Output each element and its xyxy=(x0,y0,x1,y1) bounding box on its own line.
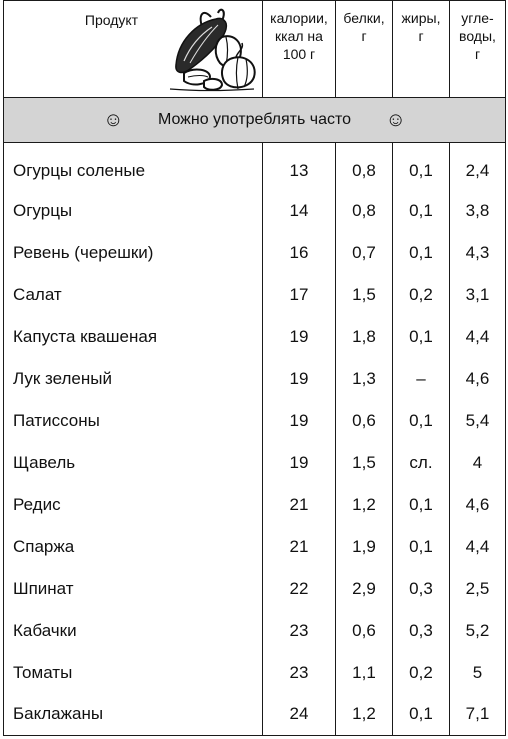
table-row xyxy=(4,484,506,526)
product-name-cell: Патиссоны xyxy=(4,400,263,442)
calories-cell: 24 xyxy=(263,694,336,736)
carbs-cell: 3,8 xyxy=(450,190,506,232)
calories-cell: 16 xyxy=(263,232,336,274)
fat-header-line-1: жиры, xyxy=(401,10,441,26)
calories-cell: 23 xyxy=(263,652,336,694)
carbs-cell: 4,4 xyxy=(450,316,506,358)
carbs-cell: 7,1 xyxy=(450,694,506,736)
fat-cell: 0,1 xyxy=(393,526,450,568)
carbs-cell: 5,2 xyxy=(450,610,506,652)
calories-cell: 19 xyxy=(263,316,336,358)
carbs-header-line-1: угле- xyxy=(461,10,494,26)
product-column-header xyxy=(4,1,263,98)
table-row xyxy=(4,400,506,442)
carbs-cell: 4,4 xyxy=(450,526,506,568)
calories-cell: 21 xyxy=(263,484,336,526)
section-row xyxy=(4,98,506,143)
calories-header-line-1: калории, xyxy=(270,10,328,26)
fat-cell: 0,3 xyxy=(393,568,450,610)
carbs-header-line-3: г xyxy=(474,46,481,62)
fat-cell: 0,1 xyxy=(393,484,450,526)
product-name-cell: Щавель xyxy=(4,442,263,484)
product-name-cell: Томаты xyxy=(4,652,263,694)
fat-cell: 0,1 xyxy=(393,190,450,232)
fat-column-header xyxy=(393,1,450,98)
protein-cell: 0,8 xyxy=(336,143,393,190)
product-header-label: Продукт xyxy=(84,12,139,28)
calories-cell: 13 xyxy=(263,143,336,190)
table-row xyxy=(4,610,506,652)
calories-cell: 21 xyxy=(263,526,336,568)
protein-cell: 1,3 xyxy=(336,358,393,400)
protein-cell: 1,2 xyxy=(336,694,393,736)
calories-cell: 19 xyxy=(263,442,336,484)
product-name-cell: Баклажаны xyxy=(4,694,263,736)
product-name-cell: Редис xyxy=(4,484,263,526)
carbs-cell: 4,6 xyxy=(450,358,506,400)
calories-header-line-2: ккал на xyxy=(275,28,323,44)
product-name-cell: Ревень (черешки) xyxy=(4,232,263,274)
protein-cell: 0,7 xyxy=(336,232,393,274)
calories-cell: 19 xyxy=(263,358,336,400)
product-name-cell: Салат xyxy=(4,274,263,316)
fat-cell: 0,1 xyxy=(393,400,450,442)
table-body xyxy=(4,143,506,736)
calories-column-header xyxy=(263,1,336,98)
carbs-header-line-2: воды, xyxy=(459,28,496,44)
smiley-icon-left: ☺ xyxy=(103,108,124,131)
table-row xyxy=(4,232,506,274)
product-name-cell: Огурцы xyxy=(4,190,263,232)
fat-cell: 0,1 xyxy=(393,143,450,190)
fat-header-line-2: г xyxy=(418,28,424,44)
protein-cell: 1,5 xyxy=(336,274,393,316)
calories-cell: 14 xyxy=(263,190,336,232)
protein-cell: 1,9 xyxy=(336,526,393,568)
calories-cell: 23 xyxy=(263,610,336,652)
carbs-cell: 4,3 xyxy=(450,232,506,274)
carbs-cell: 4 xyxy=(450,442,506,484)
carbs-cell: 3,1 xyxy=(450,274,506,316)
product-name-cell: Спаржа xyxy=(4,526,263,568)
protein-cell: 2,9 xyxy=(336,568,393,610)
header-row xyxy=(4,1,506,98)
table-row xyxy=(4,526,506,568)
table-row xyxy=(4,652,506,694)
carbs-cell: 5,4 xyxy=(450,400,506,442)
fat-cell: – xyxy=(393,358,450,400)
fat-cell: 0,1 xyxy=(393,232,450,274)
calories-cell: 22 xyxy=(263,568,336,610)
vegetables-icon xyxy=(164,7,259,97)
fat-cell: 0,2 xyxy=(393,274,450,316)
carbs-cell: 4,6 xyxy=(450,484,506,526)
protein-header-line-2: г xyxy=(361,28,367,44)
protein-cell: 1,5 xyxy=(336,442,393,484)
protein-cell: 0,8 xyxy=(336,190,393,232)
carbs-cell: 5 xyxy=(450,652,506,694)
nutrition-table xyxy=(3,0,506,736)
fat-cell: сл. xyxy=(393,442,450,484)
protein-cell: 1,2 xyxy=(336,484,393,526)
calories-cell: 17 xyxy=(263,274,336,316)
table-row xyxy=(4,694,506,736)
table-row xyxy=(4,316,506,358)
smiley-icon-right: ☺ xyxy=(385,108,406,131)
table-row xyxy=(4,190,506,232)
product-name-cell: Огурцы соленые xyxy=(4,143,263,190)
section-title: Можно употреблять часто xyxy=(157,110,352,128)
product-name-cell: Шпинат xyxy=(4,568,263,610)
table-row xyxy=(4,568,506,610)
fat-cell: 0,3 xyxy=(393,610,450,652)
carbs-cell: 2,5 xyxy=(450,568,506,610)
table-row xyxy=(4,143,506,190)
fat-cell: 0,1 xyxy=(393,694,450,736)
protein-cell: 1,8 xyxy=(336,316,393,358)
table-row xyxy=(4,274,506,316)
product-name-cell: Капуста квашеная xyxy=(4,316,263,358)
protein-cell: 1,1 xyxy=(336,652,393,694)
calories-header-line-3: 100 г xyxy=(282,46,316,62)
fat-cell: 0,2 xyxy=(393,652,450,694)
calories-cell: 19 xyxy=(263,400,336,442)
protein-cell: 0,6 xyxy=(336,400,393,442)
section-title-cell xyxy=(4,98,506,143)
table-row xyxy=(4,358,506,400)
table-row xyxy=(4,442,506,484)
protein-cell: 0,6 xyxy=(336,610,393,652)
protein-column-header xyxy=(336,1,393,98)
protein-header-line-1: белки, xyxy=(343,10,385,26)
carbs-cell: 2,4 xyxy=(450,143,506,190)
carbs-column-header xyxy=(450,1,506,98)
product-name-cell: Кабачки xyxy=(4,610,263,652)
fat-cell: 0,1 xyxy=(393,316,450,358)
product-name-cell: Лук зеленый xyxy=(4,358,263,400)
